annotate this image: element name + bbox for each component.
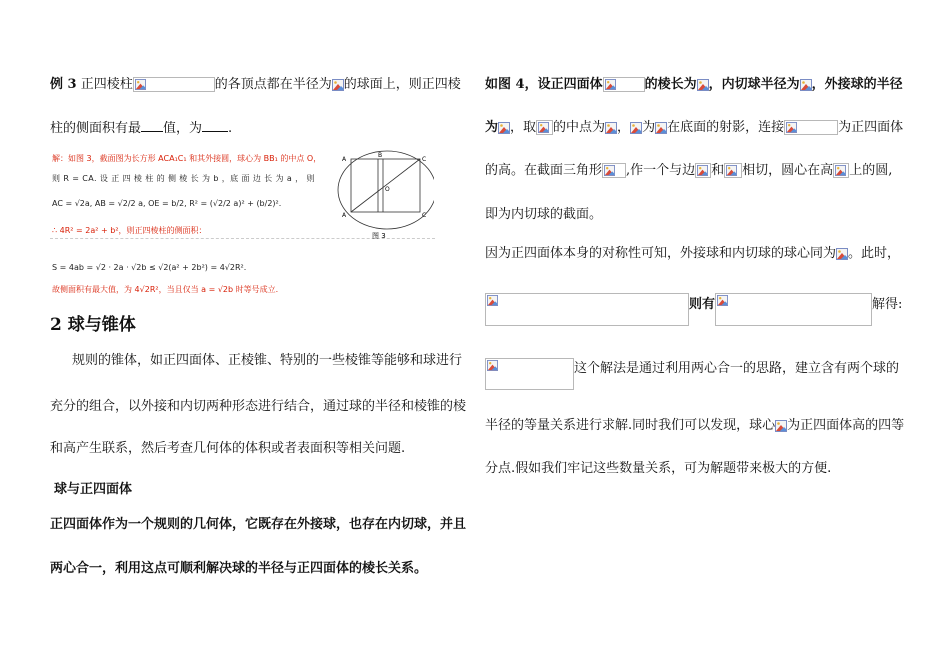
text-span: 的高。在截面三角形 <box>485 163 603 178</box>
broken-image-icon <box>697 165 708 176</box>
example3-line2 <box>50 118 232 138</box>
broken-image-icon <box>717 295 728 306</box>
right-line-5 <box>485 245 900 263</box>
example-label: 例 3 <box>50 77 77 92</box>
text-span: 和 <box>711 163 725 178</box>
figure-caption: 图 3 <box>372 232 386 240</box>
text-span: . <box>228 121 233 136</box>
broken-image-icon <box>605 79 616 90</box>
formula-image-placeholder <box>133 77 215 92</box>
formula-image-placeholder <box>695 163 711 178</box>
text-span: 值，为 <box>163 121 203 136</box>
broken-image-icon <box>775 420 787 432</box>
text-span: 如图 4，设正四面体 <box>485 77 603 92</box>
text-span: 为正四面体高的四等 <box>787 418 905 433</box>
section-title: 2 球与锥体 <box>50 315 136 335</box>
answer-blank <box>141 118 163 132</box>
broken-image-icon <box>800 79 812 91</box>
right-line-7: 这个解法是通过利用两心合一的思路，建立含有两个球的 <box>574 361 900 376</box>
figure-label: B <box>378 152 383 159</box>
text-span: 相切，圆心在高 <box>742 163 834 178</box>
broken-image-icon <box>498 122 510 134</box>
example3-line1 <box>50 76 461 94</box>
broken-image-icon <box>487 295 498 306</box>
broken-image-icon <box>786 122 797 133</box>
broken-image-icon <box>835 165 846 176</box>
broken-image-icon <box>697 79 709 91</box>
right-line-4: 即为内切球的截面。 <box>485 207 603 222</box>
paragraph-line: 充分的组合，以外接和内切两种形态进行结合，通过球的半径和棱锥的棱 <box>50 399 467 414</box>
broken-image-icon <box>655 122 667 134</box>
text-span: ，取 <box>510 120 537 135</box>
right-line-8 <box>485 417 904 435</box>
text-span: 为 <box>485 120 499 135</box>
paragraph-line: 规则的锥体，如正四面体、正棱锥、特别的一些棱锥等能够和球进行 <box>72 353 463 368</box>
equation-image-placeholder <box>485 358 574 390</box>
right-line-2 <box>485 119 903 137</box>
figure-label: A <box>342 212 347 219</box>
formula-image-placeholder <box>724 163 742 178</box>
text-span: ,作一个与边 <box>626 163 696 178</box>
figure-label: A <box>342 156 347 163</box>
broken-image-icon <box>487 360 498 371</box>
text-span: 。此时， <box>848 246 901 261</box>
formula-image-placeholder <box>833 163 849 178</box>
equation-image-placeholder <box>715 293 872 326</box>
text-span: ， <box>617 120 631 135</box>
figure-label: C <box>422 212 427 219</box>
text-span: 半径的等量关系进行求解.同时我们可以发现，球心 <box>485 418 776 433</box>
paragraph-line: 和高产生联系，然后考查几何体的体积或者表面积等相关问题. <box>50 441 406 456</box>
figure-label: C <box>422 156 427 163</box>
formula-image-placeholder <box>536 120 553 135</box>
broken-image-icon <box>605 122 617 134</box>
figure-3-diagram <box>334 150 434 240</box>
text-span: 上的圆, <box>849 163 893 178</box>
right-line-1 <box>485 76 903 94</box>
then-label: 则有 <box>689 297 716 312</box>
right-line-9: 分点.假如我们牢记这些数量关系，可为解题带来极大的方便. <box>485 461 832 476</box>
formula-image-placeholder <box>784 120 838 135</box>
text-span: 的各顶点都在半径为 <box>214 77 332 92</box>
broken-image-icon <box>538 122 549 133</box>
solution-line-1: 解：如图 3，截面图为长方形 ACA₁C₁ 和其外接圆，球心为 BB₁ 的中点 O， <box>52 154 322 163</box>
broken-image-icon <box>630 122 642 134</box>
text-span: 柱的侧面积有最 <box>50 121 142 136</box>
broken-image-icon <box>332 79 344 91</box>
figure-label: O <box>385 186 390 193</box>
broken-image-icon <box>726 165 737 176</box>
bold-paragraph-line: 正四面体作为一个规则的几何体，它既存在外接球，也存在内切球，并且 <box>50 517 467 532</box>
answer-blank <box>202 118 228 132</box>
broken-image-icon <box>135 79 146 90</box>
text-span: 的球面上，则正四棱 <box>343 77 461 92</box>
text-span: 正四棱柱 <box>76 77 133 92</box>
solve-label: 解得: <box>872 297 903 312</box>
text-span: ，内切球半径为 <box>708 77 800 92</box>
text-span: 的中点为 <box>553 120 606 135</box>
text-span: 的棱长为 <box>644 77 697 92</box>
text-span: ，外接球的半径 <box>811 77 903 92</box>
right-line-3 <box>485 162 892 180</box>
text-span: 在底面的射影，连接 <box>667 120 785 135</box>
solution-line-2: 则 R = CA. 设 正 四 棱 柱 的 侧 棱 长 为 b ，底 面 边 长 为 a ， 则 <box>52 174 315 183</box>
formula-image-placeholder <box>602 163 626 178</box>
text-span: 为 <box>642 120 656 135</box>
solution-line-5: S = 4ab = √2 · 2a · √2b ≤ √2(a² + 2b²) = 4√2R². <box>52 263 247 272</box>
formula-image-placeholder <box>603 77 645 92</box>
bold-paragraph-line: 两心合一，利用这点可顺利解决球的半径与正四面体的棱长关系。 <box>50 561 428 576</box>
broken-image-icon <box>604 165 615 176</box>
equation-image-placeholder <box>485 293 689 326</box>
solution-line-4: ∴ 4R² = 2a² + b²，则正四棱柱的侧面积： <box>52 226 207 235</box>
text-span: 因为正四面体本身的对称性可知，外接球和内切球的球心同为 <box>485 246 837 261</box>
solution-line-3: AC = √2a, AB = √2/2 a, OE = b/2, R² = (√2/2 a)² + (b/2)². <box>52 199 282 208</box>
solution-line-6: 故侧面积有最大值，为 4√2R²，当且仅当 a = √2b 时等号成立. <box>52 285 279 294</box>
broken-image-icon <box>836 248 848 260</box>
text-span: 为正四面体 <box>838 120 904 135</box>
subheading: 球与正四面体 <box>54 482 133 497</box>
